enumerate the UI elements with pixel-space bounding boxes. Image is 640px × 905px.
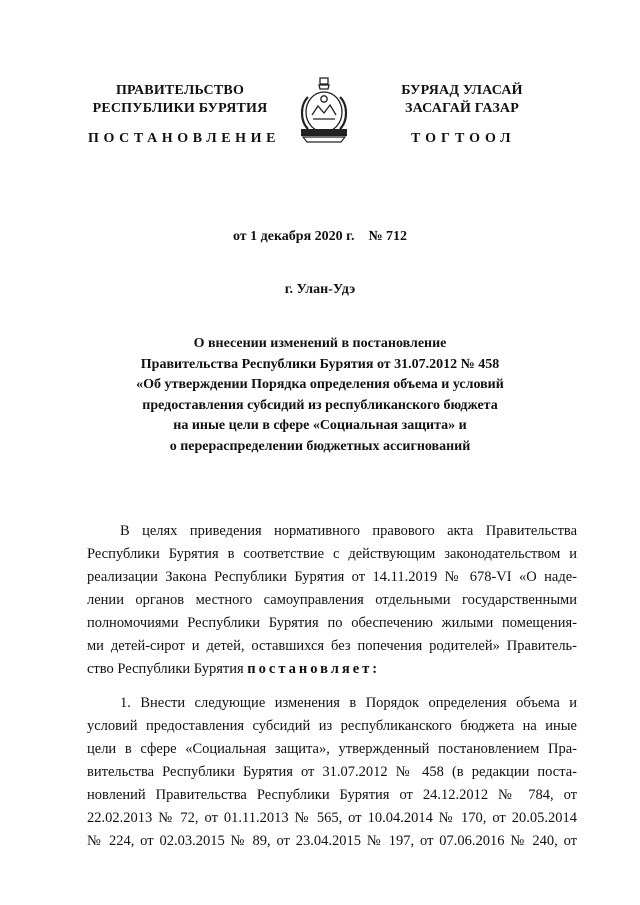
paragraph-line: полномочиями Республики Бурятия по обеспечению жилыми помещения- bbox=[87, 615, 577, 631]
header-left-block bbox=[80, 82, 280, 118]
coat-of-arms-icon bbox=[295, 75, 353, 145]
paragraph-line: цели в сфере «Социальная защита», утвержденный постановлением Пра- bbox=[87, 741, 577, 757]
header-right-line1: БУРЯАД УЛАСАЙ bbox=[401, 83, 523, 98]
title-line: Правительства Республики Бурятия от 31.07.2012 № 458 bbox=[140, 356, 500, 372]
title-line: О внесении изменений в постановление bbox=[193, 336, 447, 351]
document-title bbox=[120, 334, 520, 457]
doc-type-right: ТОГТООЛ bbox=[411, 131, 516, 146]
title-line: на иные цели в сфере «Социальная защита» и bbox=[173, 418, 467, 433]
title-line: о перераспределении бюджетных ассигнований bbox=[169, 438, 471, 454]
header-left-line2: РЕСПУБЛИКИ БУРЯТИЯ bbox=[92, 101, 268, 116]
header-right-block bbox=[372, 82, 552, 118]
title-line: предоставления субсидий из республиканского бюджета bbox=[142, 397, 498, 413]
resolves-emphasis: постановляет: bbox=[247, 661, 381, 677]
paragraph-line: лении органов местного самоуправления отдельными государственными bbox=[87, 592, 577, 608]
document-city: г. Улан-Удэ bbox=[284, 282, 356, 297]
header-left-line1: ПРАВИТЕЛЬСТВО bbox=[115, 83, 245, 98]
paragraph-line: ми детей-сирот и детей, оставшихся без попечения родителей» Правитель- bbox=[87, 638, 577, 654]
paragraph-line: 22.02.2013 № 72, от 01.11.2013 № 565, от 10.04.2014 № 170, от 20.05.2014 bbox=[87, 810, 577, 826]
paragraph-text: ство Республики Бурятия bbox=[87, 661, 248, 677]
paragraph-line: условий предоставления субсидий из республиканского бюджета на иные bbox=[87, 718, 577, 734]
clause-1-paragraph bbox=[87, 692, 577, 853]
title-line: «Об утверждении Порядка определения объема и условий bbox=[136, 377, 504, 392]
preamble-paragraph bbox=[87, 520, 577, 681]
paragraph-line: Республики Бурятия в соответствие с действующим законодательством и bbox=[87, 546, 577, 562]
paragraph-line: вительства Республики Бурятия от 31.07.2012 № 458 (в редакции поста- bbox=[87, 764, 577, 780]
paragraph-last-line bbox=[87, 658, 577, 681]
paragraph-line: новлений Правительства Республики Бурятия от 24.12.2012 № 784, от bbox=[87, 787, 577, 803]
doc-type-left: ПОСТАНОВЛЕНИЕ bbox=[88, 131, 281, 146]
header-right-line2: ЗАСАГАЙ ГАЗАР bbox=[404, 101, 519, 116]
paragraph-line: В целях приведения нормативного правового акта Правительства bbox=[120, 523, 577, 539]
document-date-number: от 1 декабря 2020 г. № 712 bbox=[232, 229, 408, 244]
paragraph-line: № 224, от 02.03.2015 № 89, от 23.04.2015 № 197, от 07.06.2016 № 240, от bbox=[87, 833, 577, 849]
paragraph-line: реализации Закона Республики Бурятия от 14.11.2019 № 678-VI «О наде- bbox=[87, 569, 577, 585]
paragraph-line: 1. Внести следующие изменения в Порядок определения объема и bbox=[120, 695, 577, 711]
